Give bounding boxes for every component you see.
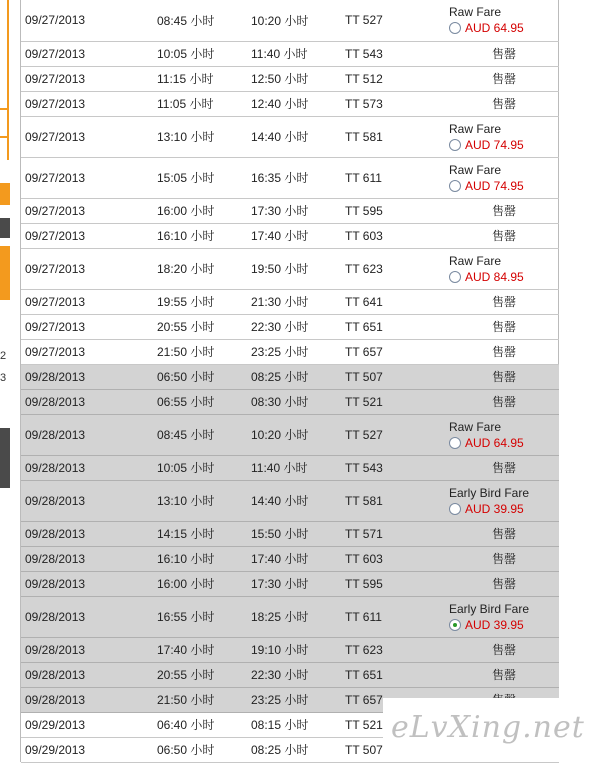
fare-price: AUD 84.95	[465, 269, 524, 284]
departure-time: 17:40 小时	[157, 637, 251, 662]
flight-date: 09/27/2013	[21, 91, 157, 116]
fare-name: Early Bird Fare	[449, 601, 530, 616]
fare-option[interactable]	[449, 178, 559, 194]
flight-row	[21, 414, 559, 455]
flight-number: TT 581	[345, 480, 449, 521]
departure-time: 06:40 小时	[157, 712, 251, 737]
arrival-time: 14:40 小时	[251, 480, 345, 521]
flight-number: TT 507	[345, 737, 449, 762]
dark-block-fragment	[0, 428, 10, 488]
flight-number: TT 507	[345, 364, 449, 389]
arrival-time: 12:40 小时	[251, 91, 345, 116]
flight-number: TT 595	[345, 571, 449, 596]
departure-time: 20:55 小时	[157, 314, 251, 339]
departure-time: 13:10 小时	[157, 116, 251, 157]
arrival-time: 08:25 小时	[251, 737, 345, 762]
departure-time: 11:05 小时	[157, 91, 251, 116]
fare-name: Early Bird Fare	[449, 485, 530, 500]
side-number: 3	[0, 372, 7, 384]
arrival-time: 16:35 小时	[251, 157, 345, 198]
flight-number: TT 657	[345, 687, 449, 712]
fare-cell	[449, 0, 559, 41]
arrival-time: 11:40 小时	[251, 455, 345, 480]
flight-number: TT 521	[345, 712, 449, 737]
arrival-time: 22:30 小时	[251, 662, 345, 687]
fare-option[interactable]	[449, 501, 559, 517]
flight-number: TT 573	[345, 91, 449, 116]
flight-date: 09/27/2013	[21, 248, 157, 289]
flight-date: 09/28/2013	[21, 455, 157, 480]
arrival-time: 23:25 小时	[251, 339, 345, 364]
flight-row	[21, 571, 559, 596]
flight-date: 09/27/2013	[21, 66, 157, 91]
flight-date: 09/27/2013	[21, 116, 157, 157]
flight-number: TT 543	[345, 455, 449, 480]
flight-row	[21, 480, 559, 521]
flight-row	[21, 248, 559, 289]
sold-out-label: 售罄	[491, 295, 516, 309]
departure-time: 10:05 小时	[157, 455, 251, 480]
sold-out-label: 售罄	[491, 461, 516, 475]
fare-name: Raw Fare	[449, 253, 502, 268]
fare-option[interactable]	[449, 617, 559, 633]
flight-number: TT 581	[345, 116, 449, 157]
fare-name: Raw Fare	[449, 419, 502, 434]
sold-out-label: 售罄	[491, 72, 516, 86]
fare-price: AUD 74.95	[465, 137, 524, 152]
departure-time: 06:50 小时	[157, 737, 251, 762]
fare-price: AUD 74.95	[465, 178, 524, 193]
fare-cell	[449, 662, 559, 687]
flight-date: 09/28/2013	[21, 596, 157, 637]
fare-cell	[449, 521, 559, 546]
departure-time: 16:00 小时	[157, 571, 251, 596]
flight-row	[21, 314, 559, 339]
flight-date: 09/28/2013	[21, 521, 157, 546]
flight-number: TT 611	[345, 157, 449, 198]
flight-row	[21, 364, 559, 389]
flight-row	[21, 662, 559, 687]
flight-row	[21, 546, 559, 571]
left-panel-edge	[0, 0, 20, 762]
fare-option[interactable]	[449, 435, 559, 451]
arrival-time: 18:25 小时	[251, 596, 345, 637]
flight-number: TT 527	[345, 0, 449, 41]
fare-radio[interactable]	[449, 437, 461, 449]
departure-time: 14:15 小时	[157, 521, 251, 546]
sold-out-label: 售罄	[491, 97, 516, 111]
flight-row	[21, 596, 559, 637]
flight-date: 09/28/2013	[21, 480, 157, 521]
flight-date: 09/27/2013	[21, 157, 157, 198]
flight-row	[21, 0, 559, 41]
flight-number: TT 651	[345, 662, 449, 687]
arrival-time: 19:10 小时	[251, 637, 345, 662]
sold-out-label: 售罄	[491, 668, 516, 682]
flight-date: 09/28/2013	[21, 687, 157, 712]
arrival-time: 19:50 小时	[251, 248, 345, 289]
fare-price: AUD 64.95	[465, 435, 524, 450]
flight-number: TT 571	[345, 521, 449, 546]
fare-cell	[449, 248, 559, 289]
flight-row	[21, 521, 559, 546]
flight-date: 09/28/2013	[21, 637, 157, 662]
flight-number: TT 611	[345, 596, 449, 637]
arrival-time: 10:20 小时	[251, 0, 345, 41]
orange-tab-fragment	[0, 183, 10, 205]
fare-cell	[449, 289, 559, 314]
arrival-time: 08:25 小时	[251, 364, 345, 389]
panel-box-fragment	[0, 108, 9, 138]
departure-time: 21:50 小时	[157, 339, 251, 364]
departure-time: 16:10 小时	[157, 223, 251, 248]
departure-time: 06:55 小时	[157, 389, 251, 414]
flight-date: 09/27/2013	[21, 314, 157, 339]
arrival-time: 21:30 小时	[251, 289, 345, 314]
flight-number: TT 527	[345, 414, 449, 455]
flight-date: 09/28/2013	[21, 662, 157, 687]
arrival-time: 17:40 小时	[251, 223, 345, 248]
sold-out-label: 售罄	[491, 370, 516, 384]
departure-time: 18:20 小时	[157, 248, 251, 289]
flight-number: TT 603	[345, 223, 449, 248]
arrival-time: 15:50 小时	[251, 521, 345, 546]
arrival-time: 23:25 小时	[251, 687, 345, 712]
flight-number: TT 543	[345, 41, 449, 66]
departure-time: 06:50 小时	[157, 364, 251, 389]
flight-number: TT 603	[345, 546, 449, 571]
fare-cell	[449, 596, 559, 637]
sold-out-label: 售罄	[491, 345, 516, 359]
sold-out-label: 售罄	[491, 320, 516, 334]
fare-cell	[449, 389, 559, 414]
flight-row	[21, 637, 559, 662]
flight-row	[21, 157, 559, 198]
sold-out-label: 售罄	[491, 643, 516, 657]
departure-time: 16:10 小时	[157, 546, 251, 571]
fare-option[interactable]	[449, 137, 559, 153]
flight-number: TT 623	[345, 248, 449, 289]
flight-date: 09/27/2013	[21, 198, 157, 223]
flight-row	[21, 289, 559, 314]
flight-row	[21, 455, 559, 480]
fare-cell	[449, 116, 559, 157]
fare-cell	[449, 157, 559, 198]
sold-out-label: 售罄	[491, 577, 516, 591]
fare-name: Raw Fare	[449, 5, 502, 20]
flight-date: 09/29/2013	[21, 712, 157, 737]
fare-cell	[449, 66, 559, 91]
flight-number: TT 521	[345, 389, 449, 414]
flight-date: 09/29/2013	[21, 737, 157, 762]
fare-cell	[449, 223, 559, 248]
flight-row	[21, 223, 559, 248]
fare-price: AUD 39.95	[465, 501, 524, 516]
flight-date: 09/28/2013	[21, 389, 157, 414]
flight-row	[21, 389, 559, 414]
sold-out-label: 售罄	[491, 527, 516, 541]
flight-row	[21, 339, 559, 364]
fare-cell	[449, 414, 559, 455]
arrival-time: 10:20 小时	[251, 414, 345, 455]
flight-date: 09/27/2013	[21, 339, 157, 364]
fare-option[interactable]	[449, 20, 559, 36]
fare-radio[interactable]	[449, 271, 461, 283]
flight-rows	[21, 0, 559, 762]
sold-out-label: 售罄	[491, 552, 516, 566]
watermark	[383, 698, 589, 762]
arrival-time: 17:30 小时	[251, 571, 345, 596]
fare-radio[interactable]	[449, 180, 461, 192]
fare-cell	[449, 571, 559, 596]
flight-results-table	[21, 0, 559, 763]
sold-out-label: 售罄	[491, 204, 516, 218]
arrival-time: 17:30 小时	[251, 198, 345, 223]
fare-cell	[449, 637, 559, 662]
flight-number: TT 512	[345, 66, 449, 91]
arrival-time: 08:15 小时	[251, 712, 345, 737]
fare-cell	[449, 41, 559, 66]
fare-cell	[449, 339, 559, 364]
flight-date: 09/28/2013	[21, 546, 157, 571]
fare-option[interactable]	[449, 269, 559, 285]
flight-date: 09/27/2013	[21, 0, 157, 41]
flight-date: 09/27/2013	[21, 289, 157, 314]
arrival-time: 12:50 小时	[251, 66, 345, 91]
arrival-time: 11:40 小时	[251, 41, 345, 66]
departure-time: 21:50 小时	[157, 687, 251, 712]
fare-name: Raw Fare	[449, 121, 502, 136]
departure-time: 10:05 小时	[157, 41, 251, 66]
side-number: 2	[0, 350, 7, 362]
flight-number: TT 651	[345, 314, 449, 339]
flight-date: 09/28/2013	[21, 571, 157, 596]
flight-date: 09/28/2013	[21, 414, 157, 455]
departure-time: 11:15 小时	[157, 66, 251, 91]
departure-time: 19:55 小时	[157, 289, 251, 314]
flight-row	[21, 41, 559, 66]
fare-radio[interactable]	[449, 22, 461, 34]
fare-name: Raw Fare	[449, 162, 502, 177]
arrival-time: 14:40 小时	[251, 116, 345, 157]
arrival-time: 08:30 小时	[251, 389, 345, 414]
departure-time: 16:55 小时	[157, 596, 251, 637]
flight-row	[21, 91, 559, 116]
fare-radio[interactable]	[449, 139, 461, 151]
departure-time: 08:45 小时	[157, 414, 251, 455]
flight-date: 09/27/2013	[21, 41, 157, 66]
watermark-text: eLvXing.net	[391, 710, 585, 745]
sold-out-label: 售罄	[491, 395, 516, 409]
orange-block-fragment	[0, 246, 10, 300]
arrival-time: 22:30 小时	[251, 314, 345, 339]
fare-cell	[449, 480, 559, 521]
flight-date: 09/28/2013	[21, 364, 157, 389]
fare-cell	[449, 314, 559, 339]
sold-out-label: 售罄	[491, 229, 516, 243]
fare-price: AUD 39.95	[465, 617, 524, 632]
flight-row	[21, 116, 559, 157]
departure-time: 08:45 小时	[157, 0, 251, 41]
departure-time: 13:10 小时	[157, 480, 251, 521]
arrival-time: 17:40 小时	[251, 546, 345, 571]
fare-cell	[449, 198, 559, 223]
fare-radio[interactable]	[449, 619, 461, 631]
flight-date: 09/27/2013	[21, 223, 157, 248]
fare-radio[interactable]	[449, 503, 461, 515]
fare-cell	[449, 455, 559, 480]
flight-number: TT 623	[345, 637, 449, 662]
fare-cell	[449, 91, 559, 116]
fare-cell	[449, 364, 559, 389]
flight-number: TT 657	[345, 339, 449, 364]
flight-number: TT 641	[345, 289, 449, 314]
sold-out-label: 售罄	[491, 47, 516, 61]
departure-time: 16:00 小时	[157, 198, 251, 223]
flight-row	[21, 198, 559, 223]
departure-time: 20:55 小时	[157, 662, 251, 687]
flight-number: TT 595	[345, 198, 449, 223]
flight-row	[21, 66, 559, 91]
departure-time: 15:05 小时	[157, 157, 251, 198]
dark-tab-fragment	[0, 218, 10, 238]
fare-cell	[449, 546, 559, 571]
fare-price: AUD 64.95	[465, 21, 524, 36]
